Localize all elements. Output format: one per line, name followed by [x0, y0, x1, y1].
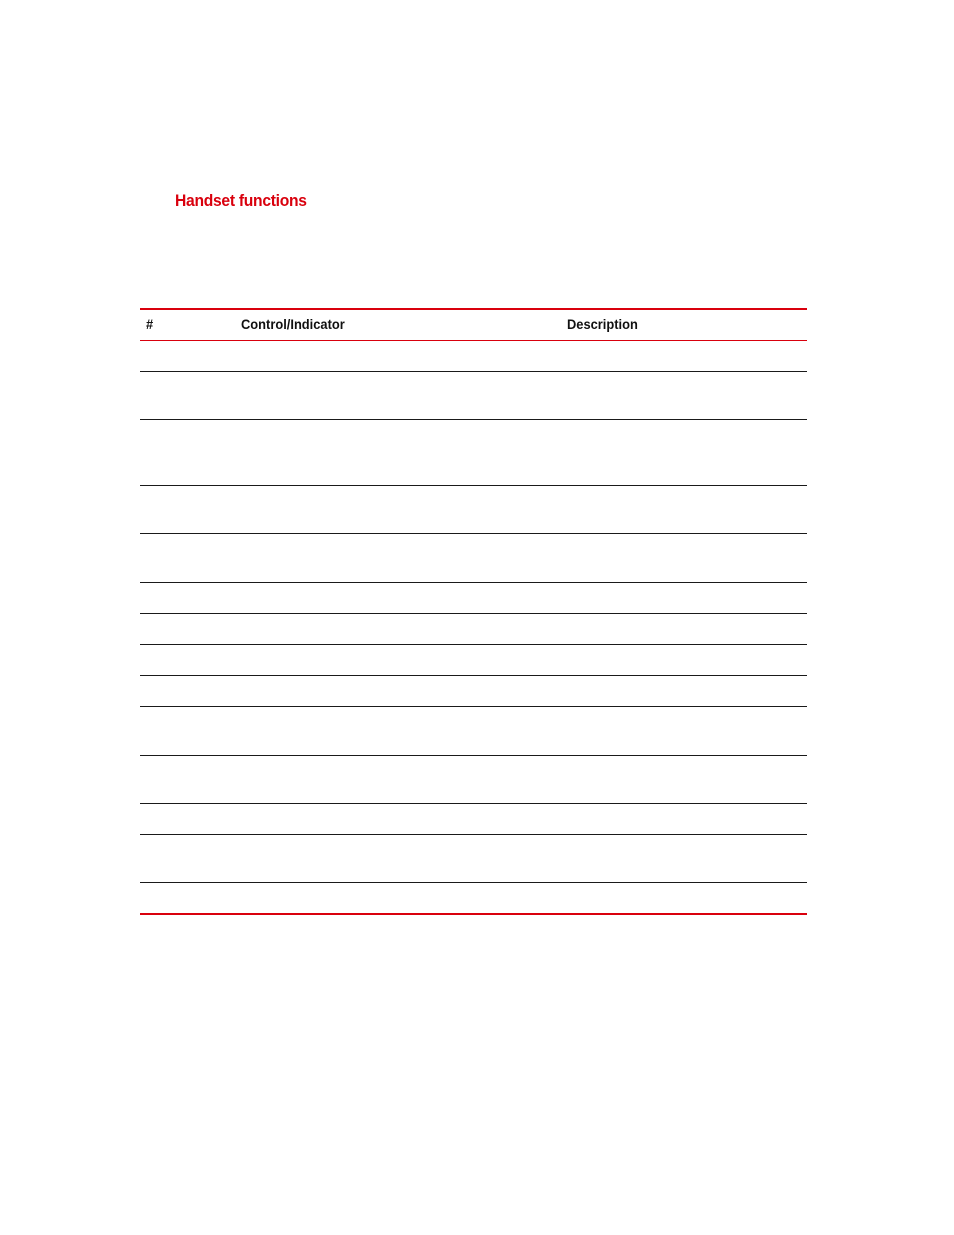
table-row: [140, 341, 807, 372]
table-row: [140, 835, 807, 883]
table-bottom-rule: [140, 913, 807, 915]
table-row: [140, 372, 807, 420]
column-header-number: #: [146, 316, 154, 332]
table-row: [140, 707, 807, 756]
table-row: [140, 614, 807, 645]
table-row: [140, 486, 807, 534]
column-header-control: Control/Indicator: [241, 316, 345, 332]
table-row: [140, 756, 807, 804]
table-row: [140, 804, 807, 835]
column-header-description: Description: [567, 316, 638, 332]
table-row: [140, 534, 807, 583]
table-row: [140, 583, 807, 614]
table-row: [140, 420, 807, 486]
section-title: Handset functions: [175, 191, 307, 210]
table-row: [140, 676, 807, 707]
table-row: [140, 645, 807, 676]
table-header-row: [140, 310, 807, 340]
